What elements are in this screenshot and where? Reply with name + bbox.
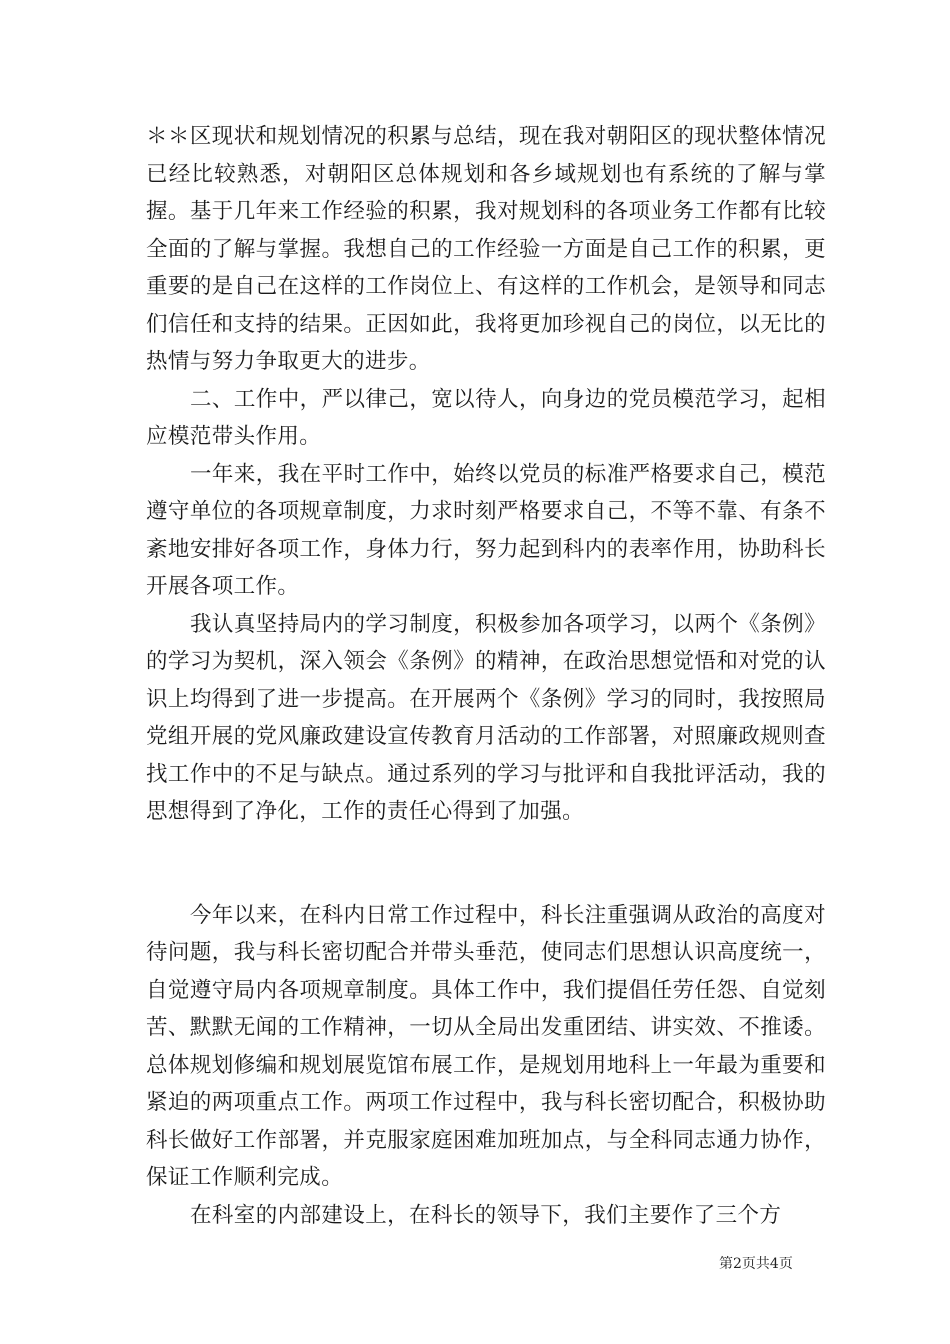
paragraph-this-year: 今年以来，在科内日常工作过程中，科长注重强调从政治的高度对待问题，我与科长密切配合并带头垂范，使同志们思想认识高度统一，自觉遵守局内各项规章制度。具体工作中，我们提倡任劳任怨、自觉刻苦、默默无闻的工作精神，一切从全局出发重团结、讲实效、不推诿。总体规划修编和规划展览馆布展工作，是规划用地科上一年最为重要和紧迫的两项重点工作。两项工作过程中，我与科长密切配合，积极协助科长做好工作部署，并克服家庭困难加班加点，与全科同志通力协作，保证工作顺利完成。 [146,902,826,1190]
document-body [146,118,826,1234]
paragraph-study: 我认真坚持局内的学习制度，积极参加各项学习，以两个《条例》的学习为契机，深入领会《条例》的精神，在政治思想觉悟和对党的认识上均得到了进一步提高。在开展两个《条例》学习的同时，我按照局党组开展的党风廉政建设宣传教育月活动的工作部署，对照廉政规则查找工作中的不足与缺点。通过系列的学习与批评和自我批评活动，我的思想得到了净化，工作的责任心得到了加强。 [146,611,826,824]
paragraph-section-heading: 二、工作中，严以律己，宽以待人，向身边的党员模范学习，起相应模范带头作用。 [146,386,826,449]
paragraph-internal-building: 在科室的内部建设上，在科长的领导下，我们主要作了三个方 [190,1202,782,1228]
paragraph-gap [146,831,826,897]
paragraph-continuation: ＊＊区现状和规划情况的积累与总结，现在我对朝阳区的现状整体情况已经比较熟悉，对朝阳区总体规划和各乡域规划也有系统的了解与掌握。基于几年来工作经验的积累，我对规划科的各项业务工作都有比较全面的了解与掌握。我想自己的工作经验一方面是自己工作的积累，更重要的是自己在这样的工作岗位上、有这样的工作机会，是领导和同志们信任和支持的结果。正因如此，我将更加珍视自己的岗位，以无比的热情与努力争取更大的进步。 [146,124,826,374]
page-number: 第2页共4页 [719,1256,793,1272]
paragraph-self-discipline: 一年来，我在平时工作中，始终以党员的标准严格要求自己，模范遵守单位的各项规章制度，力求时刻严格要求自己，不等不靠、有条不紊地安排好各项工作，身体力行，努力起到科内的表率作用，协助科长开展各项工作。 [146,461,826,599]
